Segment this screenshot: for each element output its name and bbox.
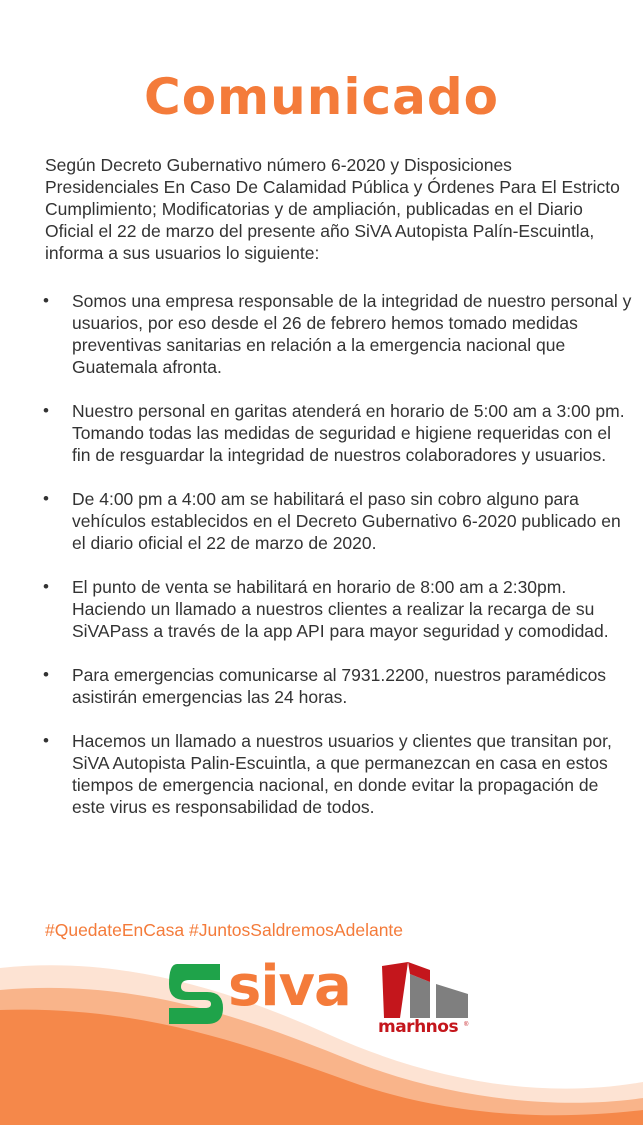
marhnos-logo-text: marhnos (378, 1017, 459, 1037)
list-item-text: Somos una empresa responsable de la integridad de nuestro personal y usuarios, por eso desde el 26 de febrero hemos tomado medidas preventivas sanitarias en relación a la emergencia nacional que Guatemala afronta. (72, 291, 632, 377)
bullet-icon: • (43, 401, 49, 420)
list-item-text: Para emergencias comunicarse al 7931.2200, nuestros paramédicos asistirán emergencias las 24 horas. (72, 665, 607, 707)
bullet-icon: • (43, 291, 49, 310)
hashtags: #QuedateEnCasa #JuntosSaldremosAdelante (45, 920, 404, 940)
marhnos-m-icon (378, 960, 473, 1018)
registered-mark: ® (464, 1022, 469, 1028)
list-item (43, 488, 632, 554)
list-item (43, 664, 632, 708)
list-item-text: Nuestro personal en garitas atenderá en horario de 5:00 am a 3:00 pm. Tomando todas las medidas de seguridad e higiene requeridas con el fin de resguardar la integridad de nuestros colaboradores y usuarios. (72, 401, 625, 465)
bullet-list (0, 290, 643, 840)
list-item (43, 400, 632, 466)
siva-logo-text: siva (228, 954, 351, 1019)
intro-paragraph: Según Decreto Gubernativo número 6-2020 y Disposiciones Presidenciales En Caso De Calamidad Pública y Órdenes Para El Estricto Cumplimiento; Modificatorias y de ampliación, publicadas en el Diario Oficial el 22 de marzo del presente año SiVA Autopista Palín-Escuintla, informa a sus usuarios lo siguiente: (45, 155, 620, 263)
list-item-text: Hacemos un llamado a nuestros usuarios y clientes que transitan por, SiVA Autopista Palin-Escuintla, a que permanezcan en casa en estos tiempos de emergencia nacional, en donde evitar la propagación de este virus es responsabilidad de todos. (72, 731, 612, 817)
bullet-icon: • (43, 577, 49, 596)
list-item (43, 290, 632, 378)
bullet-icon: • (43, 731, 49, 750)
list-item-text: De 4:00 pm a 4:00 am se habilitará el paso sin cobro alguno para vehículos establecidos en el Decreto Gubernativo 6-2020 publicado en el diario oficial el 22 de marzo de 2020. (72, 489, 621, 553)
bullet-icon: • (43, 665, 49, 684)
list-item (43, 730, 632, 818)
page-title: Comunicado (144, 68, 499, 126)
bullet-icon: • (43, 489, 49, 508)
list-item-text: El punto de venta se habilitará en horario de 8:00 am a 2:30pm. Haciendo un llamado a nuestros clientes a realizar la recarga de su SiVAPass a través de la app API para mayor seguridad y comodidad. (72, 577, 609, 641)
list-item (43, 576, 632, 642)
